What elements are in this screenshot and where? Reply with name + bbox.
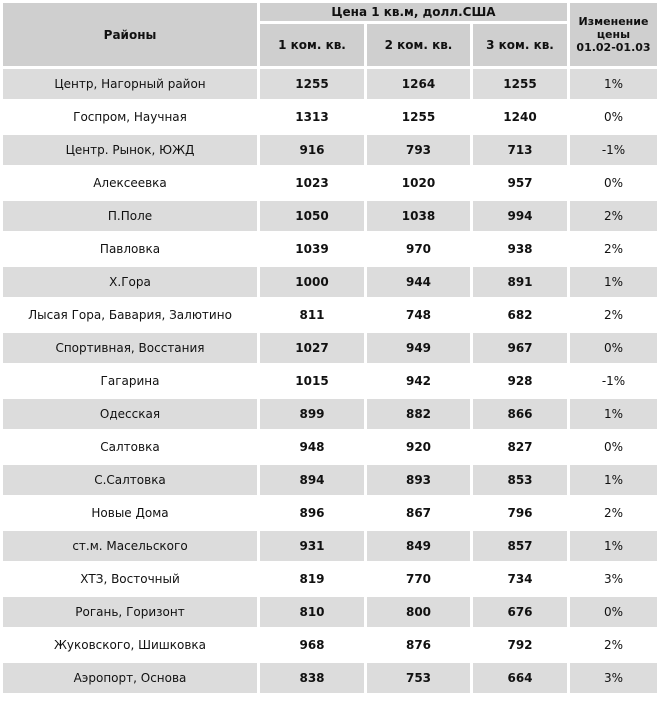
price-2room-cell: 876 xyxy=(367,630,470,660)
table-row xyxy=(3,531,657,561)
price-2room-cell: 753 xyxy=(367,663,470,693)
district-cell: Центр, Нагорный район xyxy=(3,69,257,99)
price-change-cell: 0% xyxy=(570,333,657,363)
district-cell: Аэропорт, Основа xyxy=(3,663,257,693)
table-row xyxy=(3,267,657,297)
district-cell: Гагарина xyxy=(3,366,257,396)
header-districts: Районы xyxy=(3,3,257,66)
district-cell: ст.м. Масельского xyxy=(3,531,257,561)
price-2room-cell: 800 xyxy=(367,597,470,627)
header-room2: 2 ком. кв. xyxy=(367,24,470,66)
district-cell: С.Салтовка xyxy=(3,465,257,495)
district-cell: Одесская xyxy=(3,399,257,429)
price-change-cell: 2% xyxy=(570,300,657,330)
price-1room-cell: 968 xyxy=(260,630,364,660)
price-1room-cell: 931 xyxy=(260,531,364,561)
table-row xyxy=(3,102,657,132)
price-change-cell: 2% xyxy=(570,630,657,660)
header-change-line2: цены xyxy=(596,28,631,41)
price-2room-cell: 942 xyxy=(367,366,470,396)
price-change-cell: -1% xyxy=(570,135,657,165)
table-body xyxy=(3,69,657,693)
price-2room-cell: 748 xyxy=(367,300,470,330)
price-2room-cell: 770 xyxy=(367,564,470,594)
price-change-cell: 3% xyxy=(570,663,657,693)
table-row xyxy=(3,399,657,429)
header-change-line3: 01.02-01.03 xyxy=(576,41,651,54)
district-cell: Х.Гора xyxy=(3,267,257,297)
price-change-cell: 0% xyxy=(570,102,657,132)
price-2room-cell: 944 xyxy=(367,267,470,297)
table-row xyxy=(3,663,657,693)
price-change-cell: 3% xyxy=(570,564,657,594)
price-1room-cell: 810 xyxy=(260,597,364,627)
price-1room-cell: 1000 xyxy=(260,267,364,297)
price-1room-cell: 916 xyxy=(260,135,364,165)
price-3room-cell: 853 xyxy=(473,465,567,495)
price-3room-cell: 866 xyxy=(473,399,567,429)
price-1room-cell: 948 xyxy=(260,432,364,462)
price-1room-cell: 1255 xyxy=(260,69,364,99)
price-1room-cell: 896 xyxy=(260,498,364,528)
district-cell: П.Поле xyxy=(3,201,257,231)
price-change-cell: 0% xyxy=(570,597,657,627)
price-3room-cell: 967 xyxy=(473,333,567,363)
district-cell: Жуковского, Шишковка xyxy=(3,630,257,660)
price-1room-cell: 1313 xyxy=(260,102,364,132)
district-cell: Салтовка xyxy=(3,432,257,462)
table-row xyxy=(3,432,657,462)
table-row xyxy=(3,366,657,396)
price-change-cell: 0% xyxy=(570,168,657,198)
table-row xyxy=(3,498,657,528)
price-1room-cell: 819 xyxy=(260,564,364,594)
price-3room-cell: 827 xyxy=(473,432,567,462)
price-1room-cell: 894 xyxy=(260,465,364,495)
table-row xyxy=(3,168,657,198)
price-1room-cell: 1027 xyxy=(260,333,364,363)
table-row xyxy=(3,234,657,264)
price-change-cell: 1% xyxy=(570,399,657,429)
price-3room-cell: 713 xyxy=(473,135,567,165)
price-3room-cell: 857 xyxy=(473,531,567,561)
price-2room-cell: 920 xyxy=(367,432,470,462)
price-change-cell: 2% xyxy=(570,201,657,231)
price-2room-cell: 893 xyxy=(367,465,470,495)
price-3room-cell: 676 xyxy=(473,597,567,627)
price-2room-cell: 1038 xyxy=(367,201,470,231)
table-row xyxy=(3,333,657,363)
table-row xyxy=(3,201,657,231)
header-room1: 1 ком. кв. xyxy=(260,24,364,66)
header-row-top xyxy=(3,3,657,21)
price-1room-cell: 1050 xyxy=(260,201,364,231)
price-1room-cell: 1039 xyxy=(260,234,364,264)
price-3room-cell: 682 xyxy=(473,300,567,330)
table-row xyxy=(3,597,657,627)
price-change-cell: 0% xyxy=(570,432,657,462)
district-cell: Рогань, Горизонт xyxy=(3,597,257,627)
header-room3: 3 ком. кв. xyxy=(473,24,567,66)
price-2room-cell: 949 xyxy=(367,333,470,363)
price-1room-cell: 1015 xyxy=(260,366,364,396)
price-change-cell: 1% xyxy=(570,531,657,561)
district-cell: Госпром, Научная xyxy=(3,102,257,132)
header-price-change xyxy=(570,3,657,66)
price-2room-cell: 867 xyxy=(367,498,470,528)
price-change-cell: 1% xyxy=(570,69,657,99)
district-cell: Павловка xyxy=(3,234,257,264)
table-row xyxy=(3,69,657,99)
district-cell: Алексеевка xyxy=(3,168,257,198)
price-1room-cell: 899 xyxy=(260,399,364,429)
price-3room-cell: 734 xyxy=(473,564,567,594)
district-cell: Лысая Гора, Бавария, Залютино xyxy=(3,300,257,330)
price-2room-cell: 849 xyxy=(367,531,470,561)
price-2room-cell: 1255 xyxy=(367,102,470,132)
price-3room-cell: 1255 xyxy=(473,69,567,99)
price-3room-cell: 957 xyxy=(473,168,567,198)
price-2room-cell: 970 xyxy=(367,234,470,264)
district-cell: ХТЗ, Восточный xyxy=(3,564,257,594)
price-3room-cell: 891 xyxy=(473,267,567,297)
table-row xyxy=(3,630,657,660)
price-1room-cell: 811 xyxy=(260,300,364,330)
price-change-cell: 1% xyxy=(570,465,657,495)
header-price-group: Цена 1 кв.м, долл.США xyxy=(260,3,567,21)
price-change-cell: 2% xyxy=(570,234,657,264)
district-cell: Центр. Рынок, ЮЖД xyxy=(3,135,257,165)
price-change-cell: 1% xyxy=(570,267,657,297)
price-3room-cell: 796 xyxy=(473,498,567,528)
price-3room-cell: 792 xyxy=(473,630,567,660)
price-change-cell: 2% xyxy=(570,498,657,528)
table-row xyxy=(3,564,657,594)
price-3room-cell: 994 xyxy=(473,201,567,231)
price-1room-cell: 838 xyxy=(260,663,364,693)
price-2room-cell: 1020 xyxy=(367,168,470,198)
price-3room-cell: 664 xyxy=(473,663,567,693)
district-cell: Новые Дома xyxy=(3,498,257,528)
price-3room-cell: 938 xyxy=(473,234,567,264)
price-3room-cell: 928 xyxy=(473,366,567,396)
price-2room-cell: 793 xyxy=(367,135,470,165)
price-2room-cell: 882 xyxy=(367,399,470,429)
table-row xyxy=(3,300,657,330)
price-change-cell: -1% xyxy=(570,366,657,396)
header-change-line1: Изменение xyxy=(578,15,649,28)
price-2room-cell: 1264 xyxy=(367,69,470,99)
price-1room-cell: 1023 xyxy=(260,168,364,198)
district-cell: Спортивная, Восстания xyxy=(3,333,257,363)
table-row xyxy=(3,465,657,495)
price-3room-cell: 1240 xyxy=(473,102,567,132)
table-row xyxy=(3,135,657,165)
